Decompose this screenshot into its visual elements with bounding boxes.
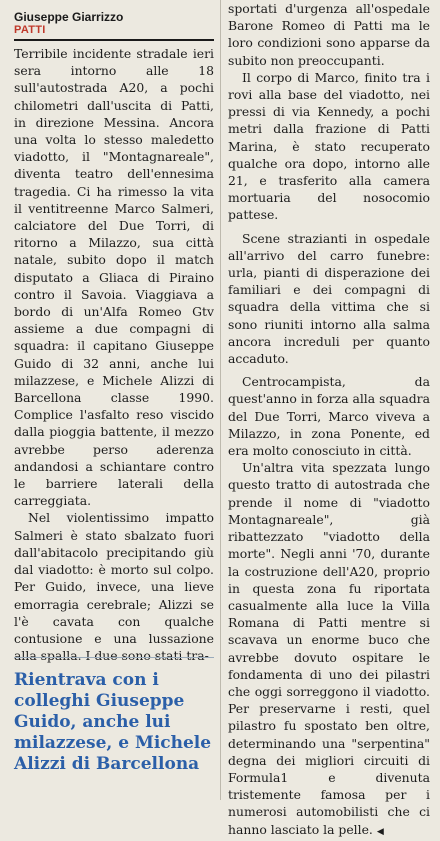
article-paragraph: Scene strazianti in ospedale all'arrivo del carro funebre: urla, pianti di disperazione dei familiari e dei compagni di squadra della vittima che si sono riuniti intorno alla salma ancora increduli per quanto accaduto.	[228, 230, 430, 367]
article-paragraph: sportati d'urgenza all'ospedale Barone Romeo di Patti ma le loro condizioni sono apparse da subito non preoccupanti.	[228, 1, 430, 68]
byline-rule	[14, 39, 214, 41]
column-divider	[220, 0, 221, 800]
end-of-article-mark: ◀	[376, 826, 384, 837]
article-paragraph: Il corpo di Marco, finito tra i rovi alla base del viadotto, nei pressi di via Kennedy, a pochi metri dalla frazione di Patti Marina, è stato recuperato qualche ora dopo, intorno alle 21, e trasferito alla camera mortuaria del nosocomio pattese.	[228, 69, 430, 223]
pull-quote	[14, 657, 214, 775]
author-byline: Giuseppe Giarrizzo	[14, 10, 124, 24]
article-paragraph-last	[228, 459, 430, 840]
article-paragraph: Centrocampista, da quest'anno in forza alla squadra del Due Torri, Marco viveva a Milazzo, in zona Ponente, ed era molto conosciuto in città.	[228, 374, 430, 459]
left-column	[14, 10, 214, 664]
article-paragraph-text: Un'altra vita spezzata lungo questo tratto di autostrada che prende il nome di "viadotto Montagnareale", già ribattezzato "viadotto della morte". Negli anni '70, durante la costruzione dell'A20, proprio in questa zona fu riportata casualmente alla luce la Villa Romana di Patti mentre si scavava un enorme buco che avrebbe dovuto ospitare le fondamenta di uno dei pilastri che oggi sorreggono il viadotto. Per preservarne i resti, quel pilastro fu spostato ben oltre, determinando una "serpentina" degna dei migliori circuiti di Formula1 e divenuta tristemente famosa per i numerosi automobilisti che ci hanno lasciato la pelle.	[228, 460, 430, 837]
pull-quote-text: Rientrava con i colleghi Giuseppe Guido, anche lui milazzese, e Michele Alizzi di Barcellona	[14, 670, 212, 774]
article-paragraph: Nel violentissimo impatto Salmeri è stato sbalzato fuori dall'abitacolo precipitando giù dal viadotto: è morto sul colpo. Per Guido, invece, una lieve emorragia cerebrale; Alizzi se l'è cavata con qualche contusione e una lussazione alla spalla. I due sono stati tra-	[14, 510, 214, 664]
right-column-body	[228, 0, 430, 841]
article-paragraph: Terribile incidente stradale ieri sera intorno alle 18 sull'autostrada A20, a pochi chilometri dall'uscita di Patti, in direzione Messina. Ancora una volta lo stesso maledetto viadotto, il "Montagnareale", diventa teatro dell'ennesima tragedia. Ci ha rimesso la vita il ventitreenne Marco Salmeri, calciatore del Due Torri, di ritorno a Milazzo, sua città natale, subito dopo il match disputato a Gliaca di Piraino contro il Savoia. Viaggiava a bordo di un'Alfa Romeo Gtv assieme a due compagni di squadra: il capitano Giuseppe Guido di 32 anni, anche lui milazzese, e Michele Alizzi di Barcellona classe 1990. Complice l'asfalto reso viscido dalla pioggia battente, il mezzo avrebbe perso aderenza andandosi a schiantare contro le barriere laterali della carreggiata.	[14, 46, 214, 509]
left-column-body	[14, 45, 214, 664]
right-column	[228, 0, 430, 841]
dateline-place: PATTI	[14, 24, 46, 36]
